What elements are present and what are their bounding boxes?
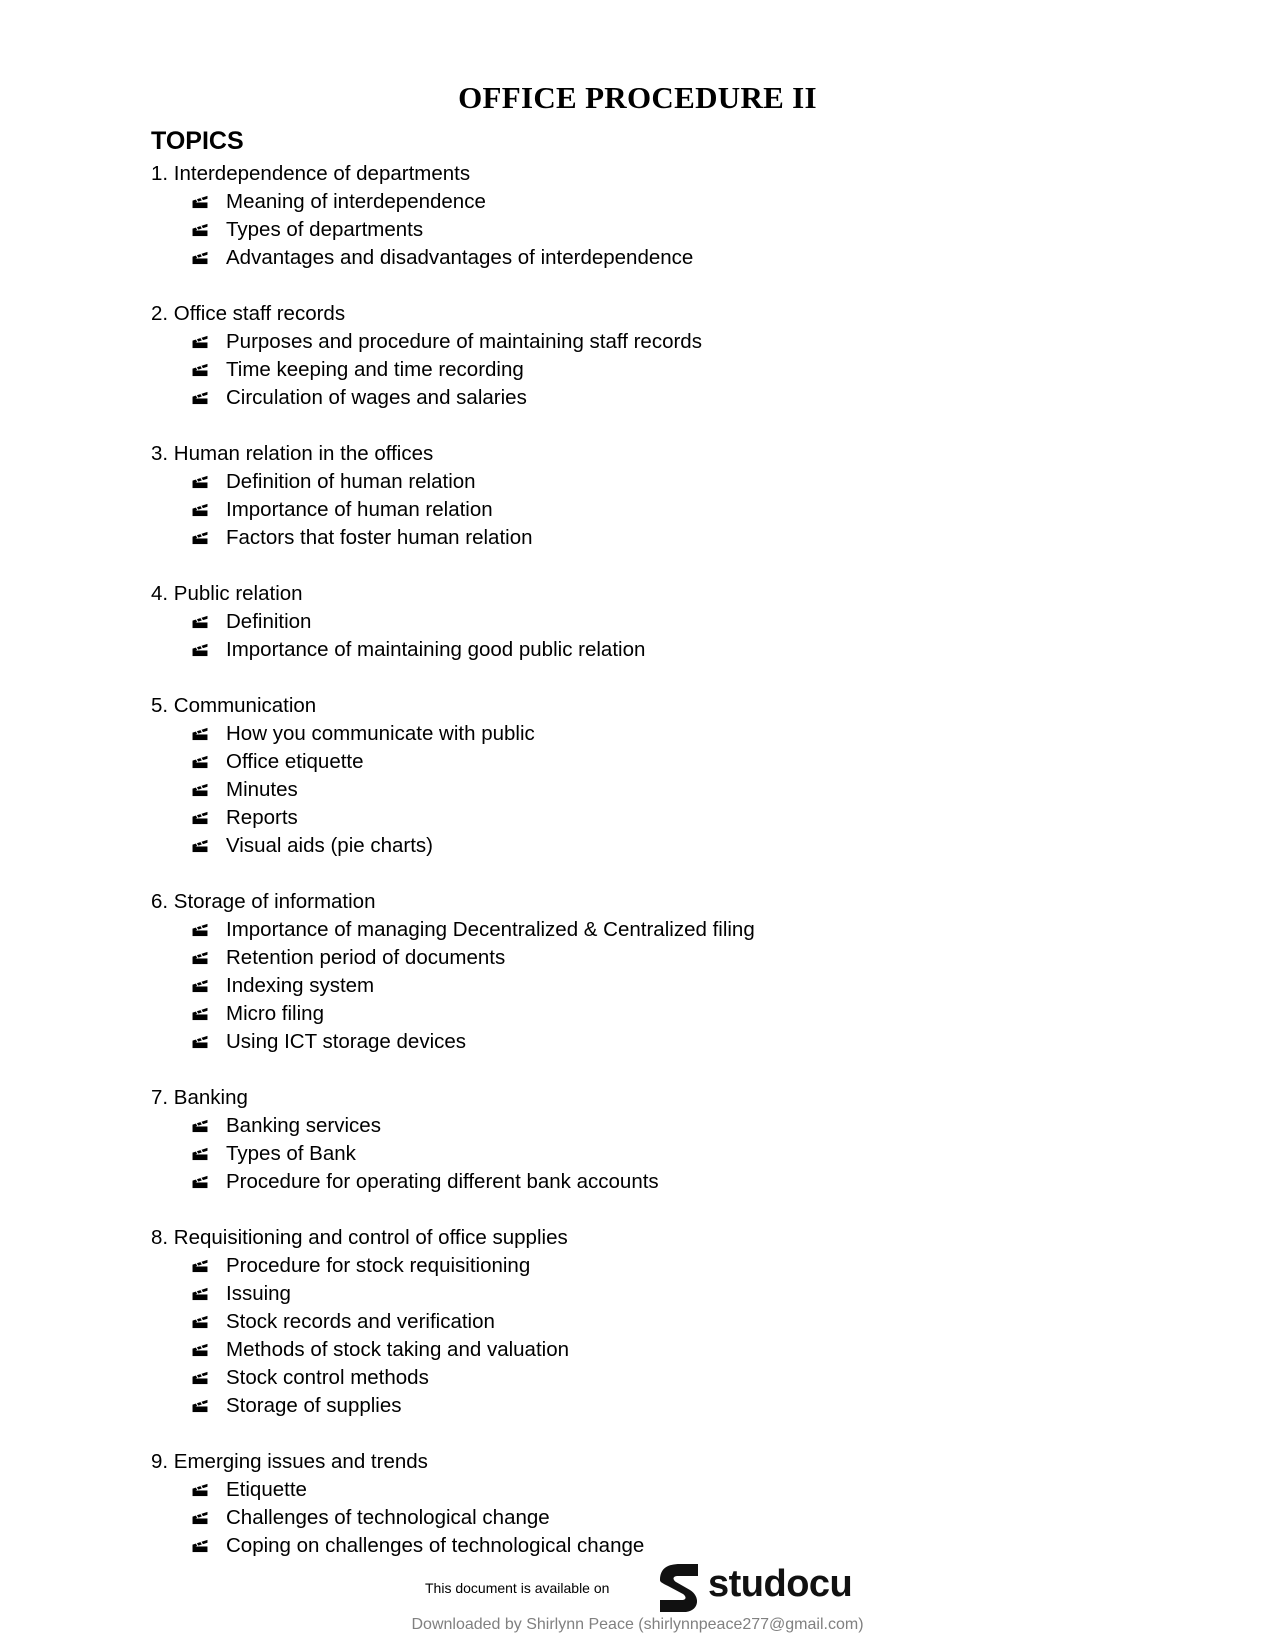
topic-sub-item	[151, 384, 755, 412]
clapperboard-icon	[191, 1007, 209, 1021]
topic-sub-item	[151, 1336, 755, 1364]
topic-title: 7. Banking	[151, 1086, 248, 1109]
topic-sub-item	[151, 1028, 755, 1056]
clapperboard-icon	[191, 1539, 209, 1553]
topic-sub-item	[151, 720, 755, 748]
sub-item-label: Using ICT storage devices	[226, 1030, 467, 1053]
topic-section	[151, 440, 755, 552]
sub-item-label: Stock records and verification	[226, 1310, 495, 1333]
topic-sub-item	[151, 468, 755, 496]
sub-item-label: Visual aids (pie charts)	[226, 834, 433, 857]
topic-sub-item	[151, 748, 755, 776]
sub-item-label: Definition	[226, 610, 312, 633]
clapperboard-icon	[191, 811, 209, 825]
clapperboard-icon	[191, 615, 209, 629]
clapperboard-icon	[191, 195, 209, 209]
sub-item-label: Importance of managing Decentralized & Centralized filing	[226, 918, 755, 941]
topic-title: 9. Emerging issues and trends	[151, 1450, 428, 1473]
clapperboard-icon	[191, 755, 209, 769]
download-note: Downloaded by Shirlynn Peace (shirlynnpeace277@gmail.com)	[411, 1616, 864, 1633]
sub-item-label: Office etiquette	[226, 750, 364, 773]
sub-item-label: Etiquette	[226, 1478, 307, 1501]
sub-item-label: Meaning of interdependence	[226, 190, 486, 213]
topic-title: 4. Public relation	[151, 582, 303, 605]
topic-sub-item	[151, 1140, 755, 1168]
topics-heading: TOPICS	[151, 127, 244, 155]
sub-item-label: Reports	[226, 806, 298, 829]
studocu-banner[interactable]	[0, 1560, 1275, 1614]
clapperboard-icon	[191, 223, 209, 237]
sub-item-label: Types of departments	[226, 218, 424, 241]
sub-item-label: Methods of stock taking and valuation	[226, 1338, 570, 1361]
clapperboard-icon	[191, 643, 209, 657]
sub-item-label: Banking services	[226, 1114, 381, 1137]
topics-list	[151, 160, 755, 1588]
sub-item-label: How you communicate with public	[226, 722, 535, 745]
topic-title: 5. Communication	[151, 694, 317, 717]
topic-sub-item	[151, 216, 755, 244]
clapperboard-icon	[191, 251, 209, 265]
clapperboard-icon	[191, 475, 209, 489]
sub-item-label: Procedure for operating different bank accounts	[226, 1170, 659, 1193]
clapperboard-icon	[191, 1035, 209, 1049]
sub-item-label: Procedure for stock requisitioning	[226, 1254, 531, 1277]
topic-sub-item	[151, 1252, 755, 1280]
topic-section	[151, 300, 755, 412]
clapperboard-icon	[191, 923, 209, 937]
clapperboard-icon	[191, 1399, 209, 1413]
sub-item-label: Types of Bank	[226, 1142, 356, 1165]
clapperboard-icon	[191, 979, 209, 993]
clapperboard-icon	[191, 1315, 209, 1329]
sub-item-label: Challenges of technological change	[226, 1506, 550, 1529]
topic-section	[151, 1084, 755, 1196]
sub-item-label: Storage of supplies	[226, 1394, 402, 1417]
clapperboard-icon	[191, 363, 209, 377]
topic-sub-item	[151, 832, 755, 860]
clapperboard-icon	[191, 1343, 209, 1357]
sub-item-label: Advantages and disadvantages of interdependence	[226, 246, 694, 269]
topic-sub-item	[151, 328, 755, 356]
topic-sub-item	[151, 972, 755, 1000]
page-title: OFFICE PROCEDURE II	[458, 80, 817, 115]
topic-sub-item	[151, 244, 755, 272]
topic-title: 1. Interdependence of departments	[151, 162, 471, 185]
topic-sub-item	[151, 1308, 755, 1336]
topic-sub-item	[151, 188, 755, 216]
clapperboard-icon	[191, 1175, 209, 1189]
clapperboard-icon	[191, 1511, 209, 1525]
clapperboard-icon	[191, 1483, 209, 1497]
topic-sub-item	[151, 916, 755, 944]
sub-item-label: Micro filing	[226, 1002, 324, 1025]
topic-sub-item	[151, 1392, 755, 1420]
clapperboard-icon	[191, 1147, 209, 1161]
studocu-wordmark: studocu	[708, 1563, 853, 1605]
sub-item-label: Indexing system	[226, 974, 375, 997]
studocu-logo-icon	[654, 1562, 704, 1614]
clapperboard-icon	[191, 531, 209, 545]
clapperboard-icon	[191, 1287, 209, 1301]
topic-sub-item	[151, 496, 755, 524]
topic-section	[151, 160, 755, 272]
sub-item-label: Stock control methods	[226, 1366, 429, 1389]
topic-sub-item	[151, 1364, 755, 1392]
clapperboard-icon	[191, 727, 209, 741]
clapperboard-icon	[191, 391, 209, 405]
topic-sub-item	[151, 1532, 755, 1560]
topic-section	[151, 1448, 755, 1560]
topic-title: 8. Requisitioning and control of office supplies	[151, 1226, 568, 1249]
topic-sub-item	[151, 1000, 755, 1028]
sub-item-label: Definition of human relation	[226, 470, 476, 493]
clapperboard-icon	[191, 1119, 209, 1133]
clapperboard-icon	[191, 335, 209, 349]
topic-sub-item	[151, 1112, 755, 1140]
sub-item-label: Time keeping and time recording	[226, 358, 524, 381]
topic-sub-item	[151, 636, 755, 664]
topic-sub-item	[151, 776, 755, 804]
clapperboard-icon	[191, 1371, 209, 1385]
topic-sub-item	[151, 1280, 755, 1308]
sub-item-label: Minutes	[226, 778, 298, 801]
clapperboard-icon	[191, 951, 209, 965]
topic-section	[151, 692, 755, 860]
topic-title: 2. Office staff records	[151, 302, 346, 325]
topic-section	[151, 888, 755, 1056]
clapperboard-icon	[191, 783, 209, 797]
topic-title: 6. Storage of information	[151, 890, 376, 913]
topic-sub-item	[151, 356, 755, 384]
topic-sub-item	[151, 1504, 755, 1532]
sub-item-label: Importance of maintaining good public relation	[226, 638, 646, 661]
clapperboard-icon	[191, 839, 209, 853]
sub-item-label: Issuing	[226, 1282, 291, 1305]
sub-item-label: Importance of human relation	[226, 498, 493, 521]
sub-item-label: Factors that foster human relation	[226, 526, 533, 549]
sub-item-label: Circulation of wages and salaries	[226, 386, 527, 409]
topic-section	[151, 1224, 755, 1420]
topic-sub-item	[151, 804, 755, 832]
available-text: This document is available on	[425, 1580, 610, 1596]
topic-sub-item	[151, 944, 755, 972]
sub-item-label: Coping on challenges of technological change	[226, 1534, 645, 1557]
topic-section	[151, 580, 755, 664]
topic-sub-item	[151, 1476, 755, 1504]
topic-title: 3. Human relation in the offices	[151, 442, 434, 465]
clapperboard-icon	[191, 503, 209, 517]
sub-item-label: Retention period of documents	[226, 946, 506, 969]
topic-sub-item	[151, 1168, 755, 1196]
clapperboard-icon	[191, 1259, 209, 1273]
topic-sub-item	[151, 608, 755, 636]
sub-item-label: Purposes and procedure of maintaining staff records	[226, 330, 702, 353]
topic-sub-item	[151, 524, 755, 552]
